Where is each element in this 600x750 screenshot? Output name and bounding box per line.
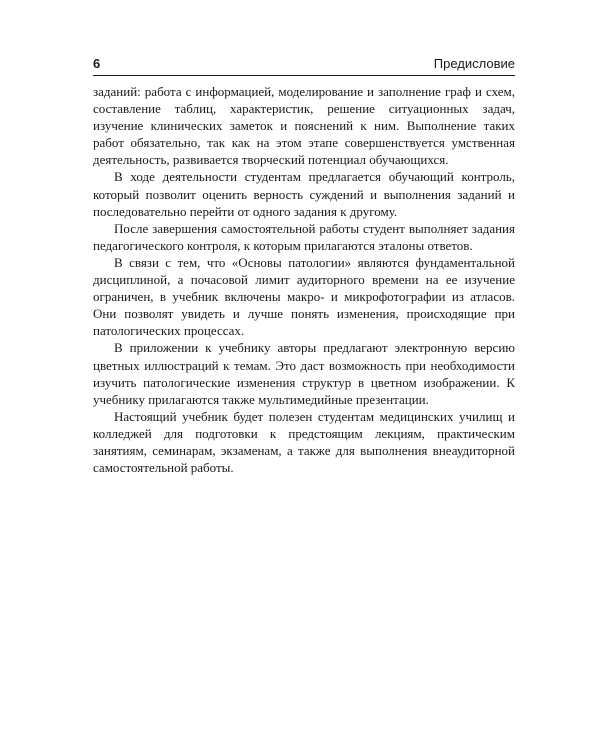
paragraph-training-control: В ходе деятельности студентам предлагается обучающий контроль, который позволит оценить верность суждений и выполнения заданий и последовательно перейти от одного задания к другому. — [93, 169, 515, 219]
paragraph-photographs: В связи с тем, что «Основы патологии» являются фундаментальной дисциплиной, а почасовой лимит аудиторного времени на ее изучение ограничен, в учебник включены макро- и микрофотографии из атласов. Они позволят увидеть и лучше понять изменения, происходящие при патологических процессах. — [93, 254, 515, 339]
paragraph-usefulness: Настоящий учебник будет полезен студентам медицинских училищ и колледжей для подготовки к предстоящим лекциям, практическим занятиям, семинарам, экзаменам, а также для выполнения внеаудиторной самостоятельной работы. — [93, 408, 515, 476]
body-text — [93, 83, 515, 476]
paragraph-pedagogical-control: После завершения самостоятельной работы студент выполняет задания педагогического контроля, к которым прилагаются эталоны ответов. — [93, 220, 515, 253]
book-page — [93, 52, 515, 476]
page-number: 6 — [93, 56, 101, 71]
section-title: Предисловие — [433, 56, 515, 71]
paragraph-electronic-version: В приложении к учебнику авторы предлагают электронную версию цветных иллюстраций к темам. Это даст возможность при необходимости изучить патологические изменения структур в цветном изображении. К учебнику прилагаются также мультимедийные презентации. — [93, 340, 515, 407]
running-header — [93, 52, 515, 76]
paragraph-continued: заданий: работа с информацией, моделирование и заполнение граф и схем, составление таблиц, характеристик, решение ситуационных задач, изучение клинических заметок и пояснений к ним. Выполнение таких работ обязательно, так как на этом этапе совершенствуется умственная деятельность, развивается творческий потенциал обучающихся. — [93, 84, 515, 168]
